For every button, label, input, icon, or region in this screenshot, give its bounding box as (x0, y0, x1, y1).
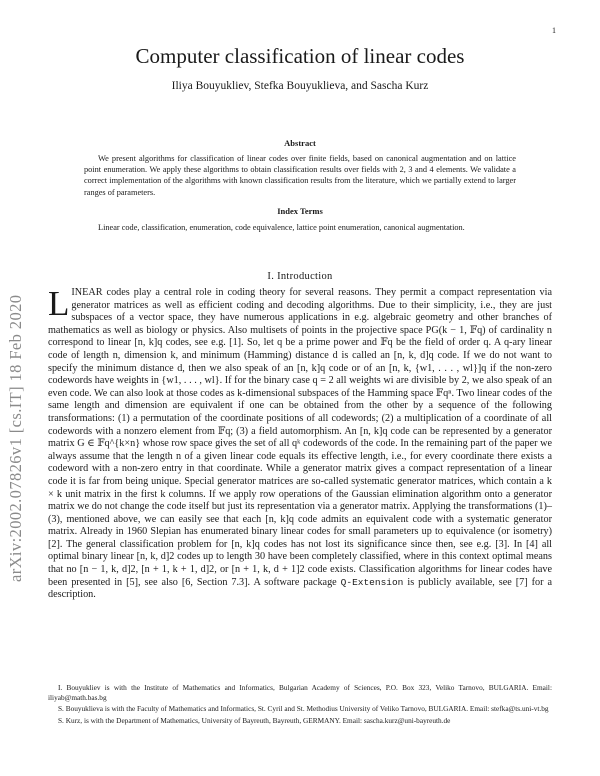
author-affiliation-footnotes (48, 683, 552, 728)
introduction-text-tail: is publicly available, see [7] for a description. (48, 576, 552, 601)
author-list: Iliya Bouyukliev, Stefka Bouyuklieva, and Sascha Kurz (171, 80, 429, 92)
drop-cap-letter: L (48, 284, 70, 323)
abstract-heading: Abstract (284, 138, 316, 148)
introduction-text: INEAR codes play a central role in coding theory for several reasons. They permit a compact representation via generator matrices as well as efficient coding and decoding algorithms. Due to their simplicity, i.e., they are just subspaces of a vector space, they have numerous applications in e.g. algebraic geometry and other branches of mathematics as well as biology or physics. Also multisets of points in the projective space PG(k − 1, 𝔽q) of cardinality n correspond to linear [n, k]q codes, see e.g. [1]. So, let q be a prime power and 𝔽q be the field of order q. A q-ary linear code of length n, dimension k, and minimum (Hamming) distance d is called an [n, k, d]q code. If we do not want to specify the minimum distance d, then we also speak of an [n, k]q code or of an [n, k, {w1, . . . , wl}]q if the non-zero codewords have weights in {w1, . . . , wl}. If for the binary case q = 2 all weights wi are divisible by 2, we also speak of an even code. We can also look at those codes as k-dimensional subspaces of the Hamming space 𝔽qⁿ. Two linear codes of the same length and dimension are equivalent if one can be obtained from the other by a sequence of the following transformations: (1) a permutation of the coordinate positions of all codewords; (2) a multiplication of a coordinate of all codewords with a nonzero element from 𝔽q; (3) a field automorphism. An [n, k]q code can be represented by a generator matrix G ∈ 𝔽q^{k×n} whose row space gives the set of all qᵏ codewords of the code. In the remaining part of the paper we always assume that the length n of a given linear code equals its effective length, i.e., for every coordinate there exists a codeword with a non-zero entry in that coordinate. While a generator matrix gives a compact representation of a linear code it is far from being unique. Special generator matrices are so-called systematic generator matrices, which contain a k × k unit matrix in the first k columns. If we apply row operations of the Gaussian elimination algorithm onto a generator matrix we do not change the code itself but just its representation via a generator matrix. Applying the transformations (1)–(3), mentioned above, we can easily see that each [n, k]q code admits an equivalent code with a systematic generator matrix. Already in 1960 Slepian has enumerated binary linear codes for small parameters up to equivalence (or isometry) [2]. The general classification problem for [n, k]q codes has not lost its significance since then, see e.g. [3]. In [4] all optimal binary linear [n, k, d]2 codes up to length 30 have been completely classified, where in this context optimal means that no [n − 1, k, d]2, [n + 1, k + 1, d]2, or [n + 1, k, d + 1]2 code exists. Classification algorithms for linear codes have been presented in [5], see also [6, Section 7.3]. A software package (48, 287, 552, 588)
index-terms-heading: Index Terms (277, 206, 323, 216)
footnote-bouyuklieva: S. Bouyuklieva is with the Faculty of Mathematics and Informatics, St. Cyril and St. Methodius University of Veliko Tarnovo, BULGARIA. Email: stefka@ts.uni-vt.bg (58, 704, 549, 714)
paper-title: Computer classification of linear codes (135, 44, 465, 68)
section-heading-introduction: I. Introduction (267, 271, 333, 282)
footnote-bouyukliev: I. Bouyukliev is with the Institute of Mathematics and Informatics, Bulgarian Academy of Sciences, P.O. Box 323, Veliko Tarnovo, BULGARIA. Email: iliyab@math.bas.bg (48, 683, 552, 702)
arxiv-identifier-stamp: arXiv:2002.07826v1 [cs.IT] 18 Feb 2020 (6, 294, 25, 582)
footnote-kurz: S. Kurz, is with the Department of Mathematics, University of Bayreuth, Bayreuth, GERMANY. Email: sascha.kurz@uni-bayreuth.de (58, 715, 451, 725)
index-terms-text: Linear code, classification, enumeration, code equivalence, lattice point enumeration, canonical augmentation. (98, 223, 465, 232)
page-number: 1 (552, 26, 556, 35)
introduction-paragraph (48, 284, 552, 602)
software-package-name: Q-Extension (340, 576, 404, 588)
abstract-text: We present algorithms for classification of linear codes over finite fields, based on canonical augmentation and on lattice point enumeration. We apply these algorithms to obtain classification results over fields with 2, 3 and 4 elements. We validate a correct implementation of the algorithms with known classification results from the literature, which we partially extend to larger ranges of parameters. (84, 154, 516, 197)
